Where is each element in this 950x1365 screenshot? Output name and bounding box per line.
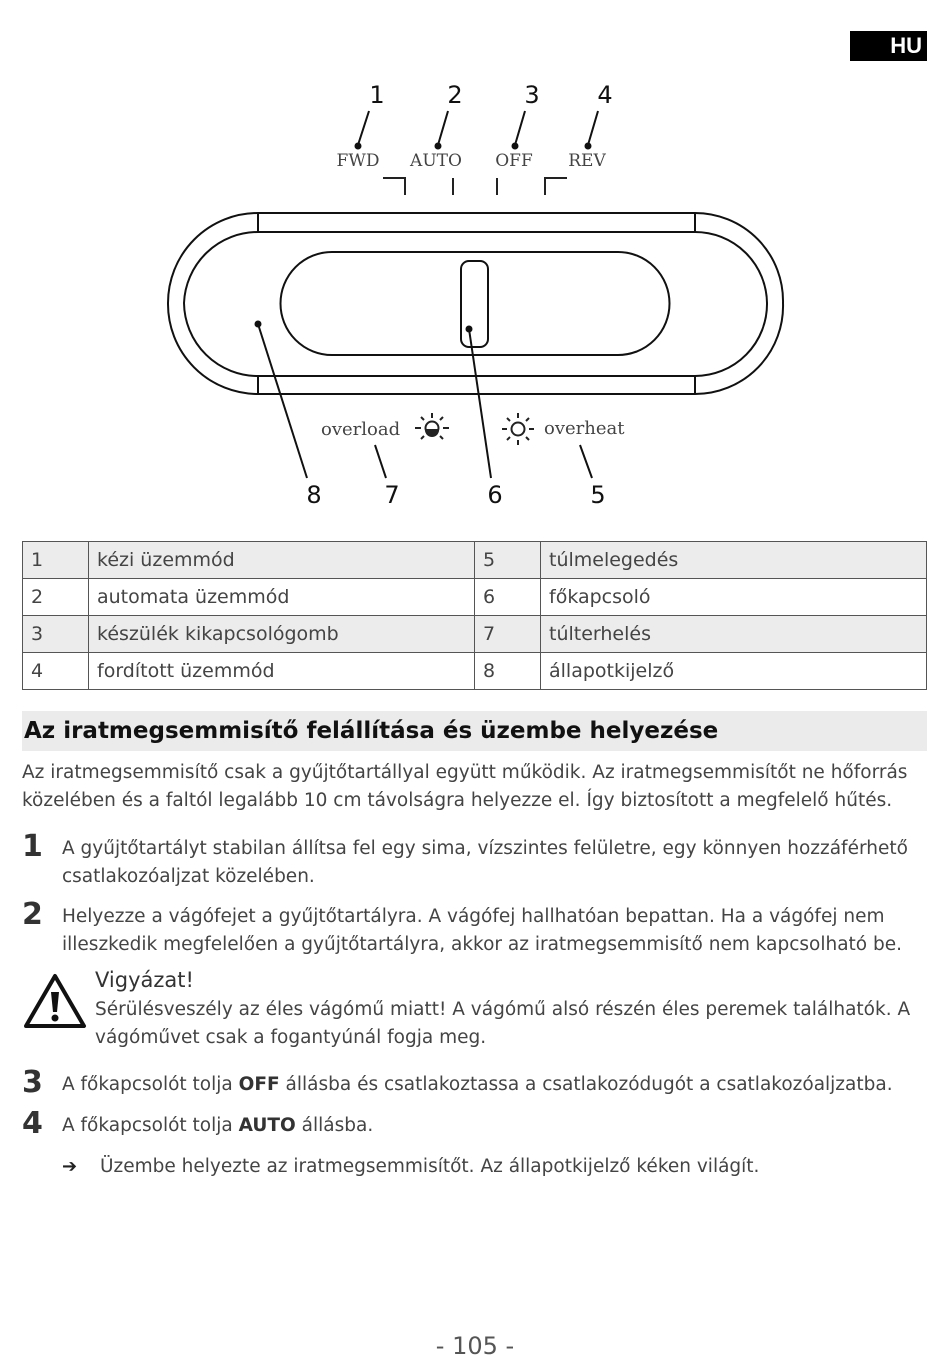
callout-4: 4 [597,81,613,109]
label-overheat: overheat [544,418,625,439]
legend-row [23,653,927,690]
main-switch-slider [461,261,488,347]
legend-text: fordított üzemmód [89,653,475,690]
legend-row [23,616,927,653]
step-text: A gyűjtőtartályt stabilan állítsa fel egy sima, vízszintes felületre, egy könnyen hozzáférhető csatlakozóaljzat közelében. [62,838,908,887]
callout-8: 8 [306,481,322,509]
step-number: 4 [22,1106,43,1141]
result-arrow-icon: ➔ [62,1156,78,1177]
legend-number: 2 [23,579,89,616]
label-fwd: FWD [336,151,380,171]
label-auto: AUTO [410,151,462,171]
legend-number: 7 [475,616,541,653]
overheat-led-icon [502,413,534,445]
step-number: 2 [22,897,43,932]
legend-row [23,579,927,616]
callout-7: 7 [384,481,400,509]
step-text: Helyezze a vágófejet a gyűjtőtartályra. A vágófej hallhatóan bepattan. Ha a vágófej nem illeszkedik megfelelően a gyűjtőtartályra, akkor az iratmegsemmisítő nem kapcsolható be. [62,906,903,955]
warning-title: Vigyázat! [95,968,194,992]
legend-text: készülék kikapcsológomb [89,616,475,653]
legend-number: 5 [475,542,541,579]
step-text: A főkapcsolót tolja AUTO állásba. [62,1115,374,1136]
label-overload: overload [321,419,401,440]
result-text: Üzembe helyezte az iratmegsemmisítőt. Az állapotkijelző kéken világít. [100,1156,760,1177]
result-line [62,1153,759,1181]
legend-text: kézi üzemmód [89,542,475,579]
overload-led-icon [415,413,449,439]
legend-number: 3 [23,616,89,653]
step-text: A főkapcsolót tolja OFF állásba és csatlakoztassa a csatlakozódugót a csatlakozóaljzatba. [62,1074,893,1095]
section-heading: Az iratmegsemmisítő felállítása és üzembe helyezése [22,711,927,751]
label-rev: REV [568,151,606,171]
legend-text: túlterhelés [541,616,927,653]
callout-3: 3 [524,81,540,109]
callout-6: 6 [487,481,503,509]
step-number: 1 [22,829,43,864]
legend-text: automata üzemmód [89,579,475,616]
intro-paragraph: Az iratmegsemmisítő csak a gyűjtőtartállyal együtt működik. Az iratmegsemmisítőt ne hőforrás közelében és a faltól legalább 10 cm távolságra helyezze el. Így biztosított a megfelelő hűtés. [22,762,908,811]
legend-number: 8 [475,653,541,690]
label-off: OFF [495,151,533,171]
callout-1: 1 [369,81,385,109]
language-badge: HU [850,31,927,61]
legend-text: főkapcsoló [541,579,927,616]
legend-table [22,541,927,690]
legend-text: túlmelegedés [541,542,927,579]
legend-text: állapotkijelző [541,653,927,690]
warning-text: Sérülésveszély az éles vágómű miatt! A vágómű alsó részén éles peremek találhatók. A vágóművet csak a fogantyúnál fogja meg. [95,999,911,1048]
callout-2: 2 [447,81,463,109]
callout-5: 5 [590,481,606,509]
legend-number: 6 [475,579,541,616]
switch-position-off: OFF [238,1074,280,1095]
legend-number: 4 [23,653,89,690]
warning-triangle-icon [22,972,88,1030]
control-panel-diagram [0,70,950,510]
step-number: 3 [22,1065,43,1100]
switch-position-auto: AUTO [238,1115,296,1136]
legend-number: 1 [23,542,89,579]
legend-row [23,542,927,579]
page-number: - 105 - [435,1332,515,1360]
